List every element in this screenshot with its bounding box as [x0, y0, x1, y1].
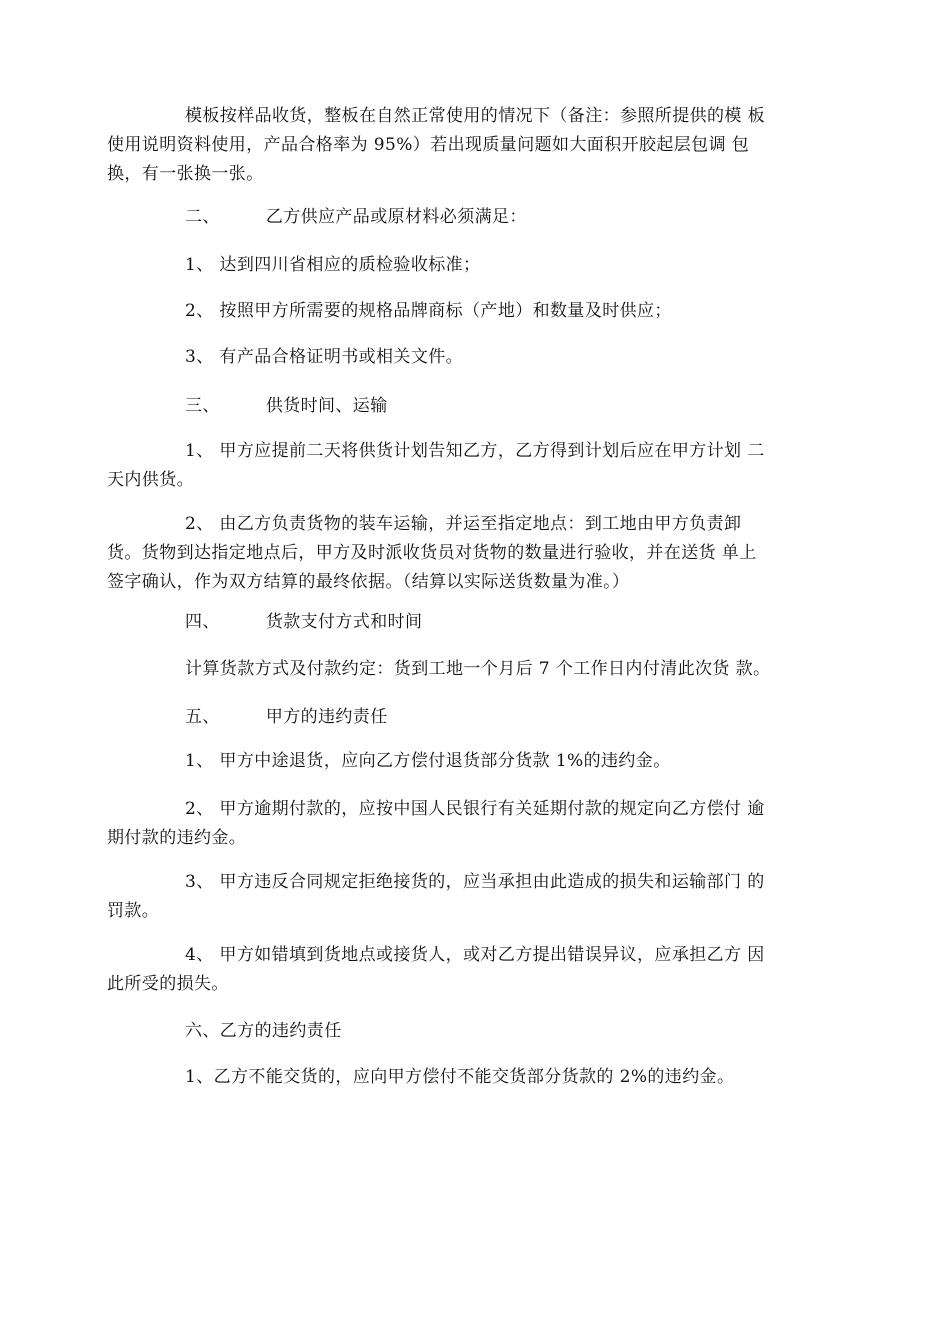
section-number: 五、 — [185, 707, 220, 727]
text-line: 2、 甲方逾期付款的，应按中国人民银行有关延期付款的规定向乙方偿付 逾 — [185, 799, 765, 819]
text-line: 1、 甲方中途退货，应向乙方偿付退货部分货款 1%的违约金。 — [185, 751, 671, 771]
section-title: 甲方的违约责任 — [265, 707, 388, 727]
section-number: 二、 — [185, 207, 220, 227]
clause-2-2 — [185, 297, 875, 326]
text-line: 1、 甲方应提前二天将供货计划告知乙方，乙方得到计划后应在甲方计划 二 — [185, 441, 765, 461]
section-number: 四、 — [185, 612, 220, 632]
text-line: 1、 达到四川省相应的质检验收标准； — [185, 255, 481, 275]
section-title: 乙方供应产品或原材料必须满足： — [265, 207, 527, 227]
text-line: 换，有一张换一张。 — [107, 164, 264, 184]
clause-5-3 — [107, 868, 875, 926]
text-line: 此所受的损失。 — [107, 974, 229, 994]
clause-3-2 — [107, 510, 875, 597]
clause-6-1 — [185, 1063, 875, 1092]
section-heading-2 — [185, 203, 875, 232]
text-line: 模板按样品收货，整板在自然正常使用的情况下（备注：参照所提供的模 板 — [185, 106, 766, 126]
text-line: 计算货款方式及付款约定：货到工地一个月后 7 个工作日内付清此次货 款。 — [185, 659, 771, 679]
text-line: 天内供货。 — [107, 470, 194, 490]
clause-5-2 — [107, 795, 875, 853]
text-line: 2、 由乙方负责货物的装车运输，并运至指定地点：到工地由甲方负责卸 — [185, 514, 742, 534]
section-title: 货款支付方式和时间 — [265, 612, 423, 632]
section-number: 三、 — [185, 396, 220, 416]
text-line: 3、 甲方违反合同规定拒绝接货的，应当承担由此造成的损失和运输部门 的 — [185, 872, 765, 892]
section-heading-6 — [185, 1017, 875, 1046]
section-heading-5 — [185, 703, 875, 732]
section-title: 供货时间、运输 — [265, 396, 388, 416]
clause-5-4 — [107, 941, 875, 999]
text-line: 3、 有产品合格证明书或相关文件。 — [185, 347, 464, 367]
text-line: 1、乙方不能交货的，应向甲方偿付不能交货部分货款的 2%的违约金。 — [185, 1067, 735, 1087]
text-line: 货。货物到达指定地点后，甲方及时派收货员对货物的数量进行验收，并在送货 单上 — [107, 543, 757, 563]
text-line: 使用说明资料使用，产品合格率为 95%）若出现质量问题如大面积开胶起层包调 包 — [107, 135, 750, 155]
text-line: 2、 按照甲方所需要的规格品牌商标（产地）和数量及时供应； — [185, 301, 672, 321]
clause-2-1 — [185, 251, 875, 280]
payment-terms — [185, 655, 875, 684]
clause-5-1 — [185, 747, 875, 776]
paragraph-template-acceptance — [107, 102, 875, 189]
text-line: 期付款的违约金。 — [107, 828, 247, 848]
clause-2-3 — [185, 343, 875, 372]
clause-3-1 — [107, 437, 875, 495]
section-heading-3 — [185, 392, 875, 421]
text-line: 4、 甲方如错填到货地点或接货人，或对乙方提出错误异议，应承担乙方 因 — [185, 945, 765, 965]
section-heading-4 — [185, 608, 875, 637]
section-title: 六、乙方的违约责任 — [185, 1021, 342, 1041]
text-line: 罚款。 — [107, 901, 160, 921]
text-line: 签字确认，作为双方结算的最终依据。（结算以实际送货数量为准。） — [107, 572, 630, 592]
